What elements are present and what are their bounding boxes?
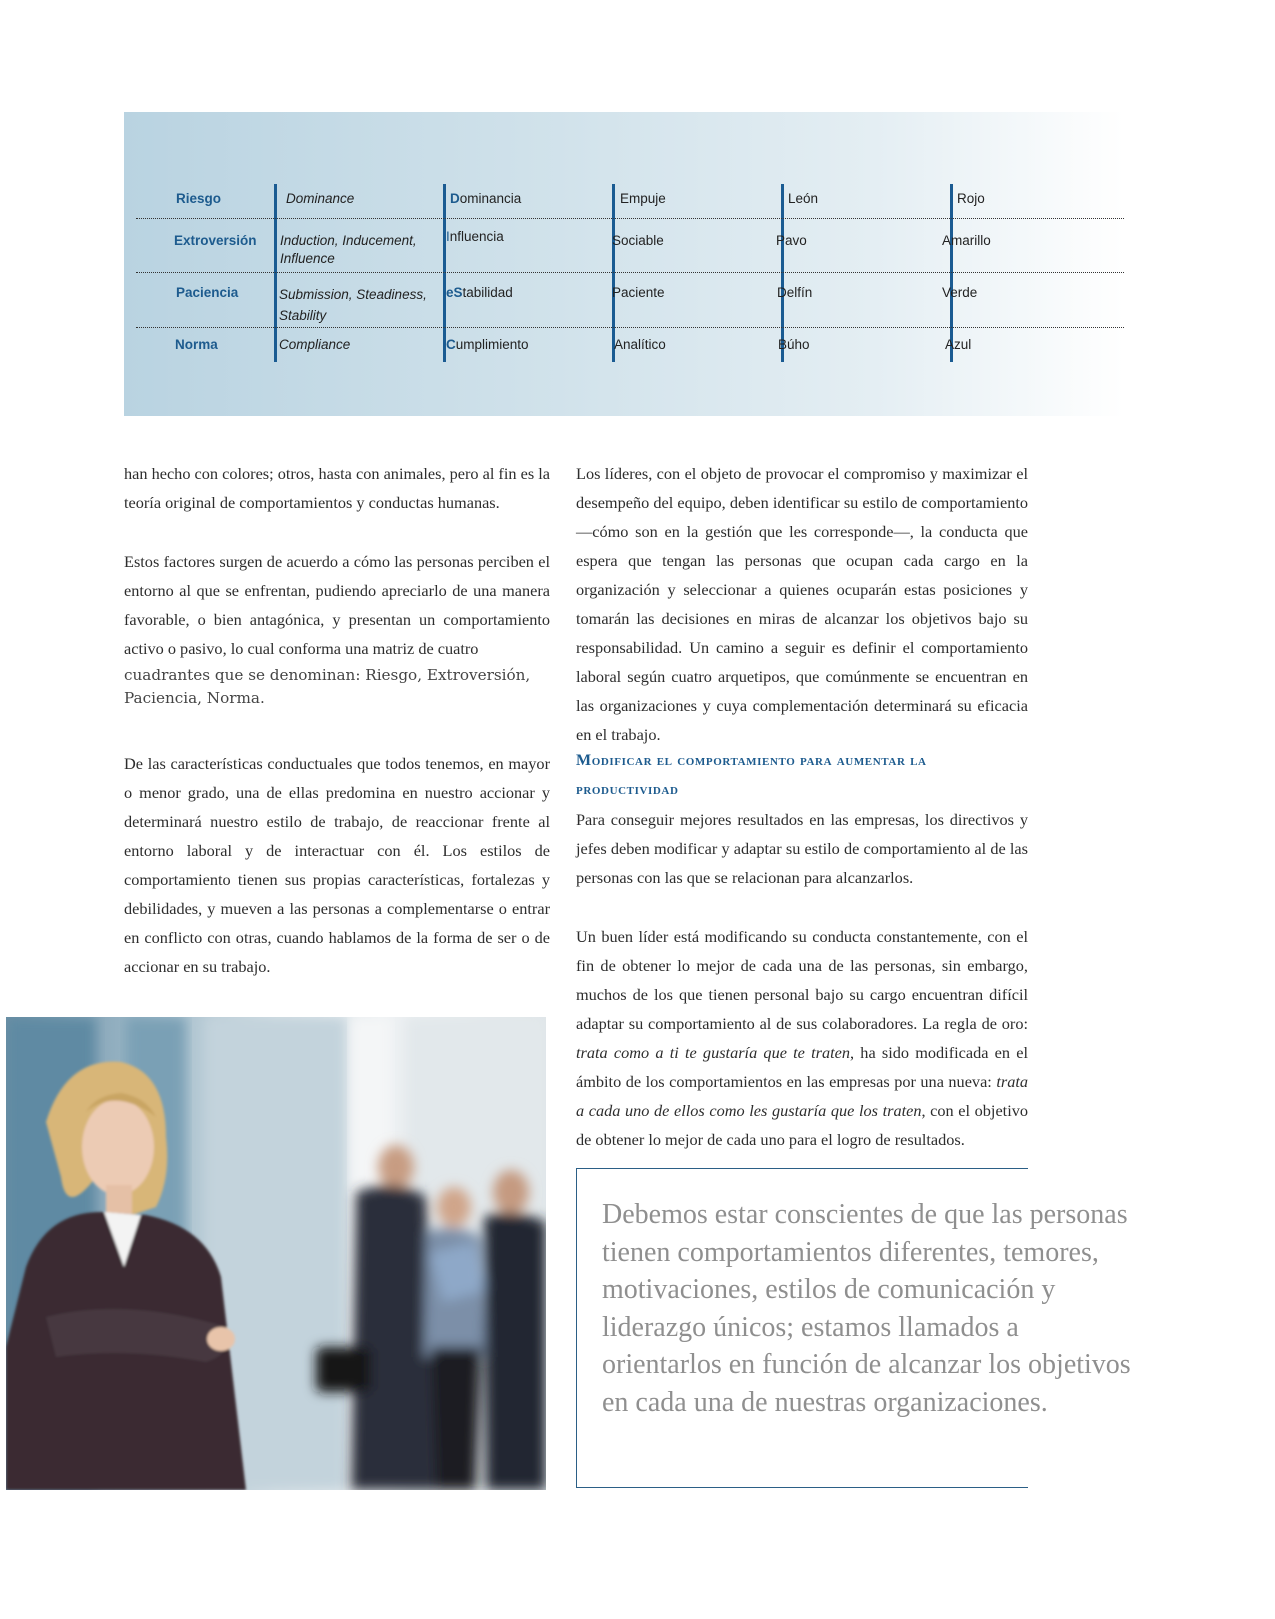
body-paragraph: Los líderes, con el objeto de provocar el compromiso y maximizar el desempeño del equipo, deben identificar su estilo de comportamiento —cómo son en la gestión que les corresponde—, la conducta que espera que tengan las personas que ocupan cada cargo en la organización y seleccionar a quienes ocuparán estas posiciones y tomarán las decisiones en miras de alcanzar los objetivos bajo su responsabilidad. Un camino a seguir es definir el comportamiento laboral según cuatro arquetipos, que comúnmente se encuentran en las organizaciones y cuya complementación determinará su eficacia en el trabajo.: [576, 464, 1028, 744]
spanish-term: eStabilidad: [446, 285, 513, 300]
body-paragraph: Para conseguir mejores resultados en las empresas, los directivos y jefes deben modificar y adaptar su estilo de comportamiento al de las personas con las que se relacionan para alcanzarlos.: [576, 810, 1028, 887]
color-name: Rojo: [957, 191, 985, 206]
body-paragraph-end: cuadrantes que se denominan: Riesgo, Extroversión, Paciencia, Norma.: [124, 666, 531, 707]
animal: Delfín: [777, 285, 813, 300]
factor-label: Riesgo: [176, 191, 222, 206]
body-paragraph: De las características conductuales que todos tenemos, en mayor o menor grado, una de ellas predomina en nuestro accionar y determinará nuestro estilo de trabajo, de reaccionar frente al entorno laboral y de interactuar con él. Los estilos de comportamiento tienen sus propias características, fortalezas y debilidades, y mueven a las personas a complementarse o entrar en conflicto con otras, cuando hablamos de la forma de ser o de accionar en su trabajo.: [124, 754, 550, 976]
animal: León: [788, 191, 819, 206]
row-separator: [136, 218, 1124, 219]
row-separator: [136, 272, 1124, 273]
trait: Empuje: [620, 191, 666, 206]
english-term: Induction, Inducement, Influence: [280, 233, 417, 266]
factor-label: Extroversión: [174, 233, 257, 248]
body-paragraph: han hecho con colores; otros, hasta con animales, pero al fin es la teoría original de comportamientos y conductas humanas.: [124, 464, 550, 512]
animal: Pavo: [776, 233, 807, 248]
section-heading: Modificar el comportamiento para aumentar la productividad: [576, 752, 927, 798]
spanish-term: Dominancia: [450, 191, 522, 206]
color-name: Amarillo: [942, 233, 991, 248]
english-term: Compliance: [279, 337, 351, 352]
trait: Sociable: [612, 233, 664, 248]
factor-label: Norma: [175, 337, 218, 352]
body-paragraph: Estos factores surgen de acuerdo a cómo las personas perciben el entorno al que se enfrentan, pudiendo apreciarlo de una manera favorable, o bien antagónica, y presentan un comportamiento activo o pasivo, lo cual conforma una matriz de cuatro: [124, 552, 550, 658]
spanish-term: Cumplimiento: [446, 337, 529, 352]
spanish-term: Influencia: [446, 229, 504, 244]
english-term: Submission, Steadiness, Stability: [279, 287, 427, 323]
trait: Paciente: [612, 285, 665, 300]
businesswoman-photo: [6, 1017, 546, 1490]
color-name: Verde: [942, 285, 978, 300]
column-divider: [274, 184, 277, 362]
row-separator: [136, 327, 1124, 328]
body-paragraph: Un buen líder está modificando su conducta constantemente, con el fin de obtener lo mejor de cada una de las personas, sin embargo, muchos de los que tienen personal bajo su cargo encuentran difícil adaptar su comportamiento al de sus colaboradores. La regla de oro: trata como a ti te gustaría que te traten, ha sido modificada en el ámbito de los comportamientos en las empresas por una nueva: trata a cada uno de ellos como les gustaría que los traten, con el objetivo de obtener lo mejor de cada uno para el logro de resultados.: [576, 927, 1029, 1149]
animal: Búho: [778, 337, 810, 352]
english-term: Dominance: [286, 191, 355, 206]
trait: Analítico: [614, 337, 666, 352]
pull-quote: Debemos estar conscientes de que las personas tienen comportamientos diferentes, temores, motivaciones, estilos de comunicación y liderazgo únicos; estamos llamados a orientarlos en función de alcanzar los objetivos en cada una de nuestras organizaciones.: [602, 1199, 1131, 1418]
factor-label: Paciencia: [176, 285, 239, 300]
color-name: Azul: [945, 337, 972, 352]
disc-table-panel: [124, 112, 1124, 416]
photo-illustration: [6, 1017, 546, 1490]
